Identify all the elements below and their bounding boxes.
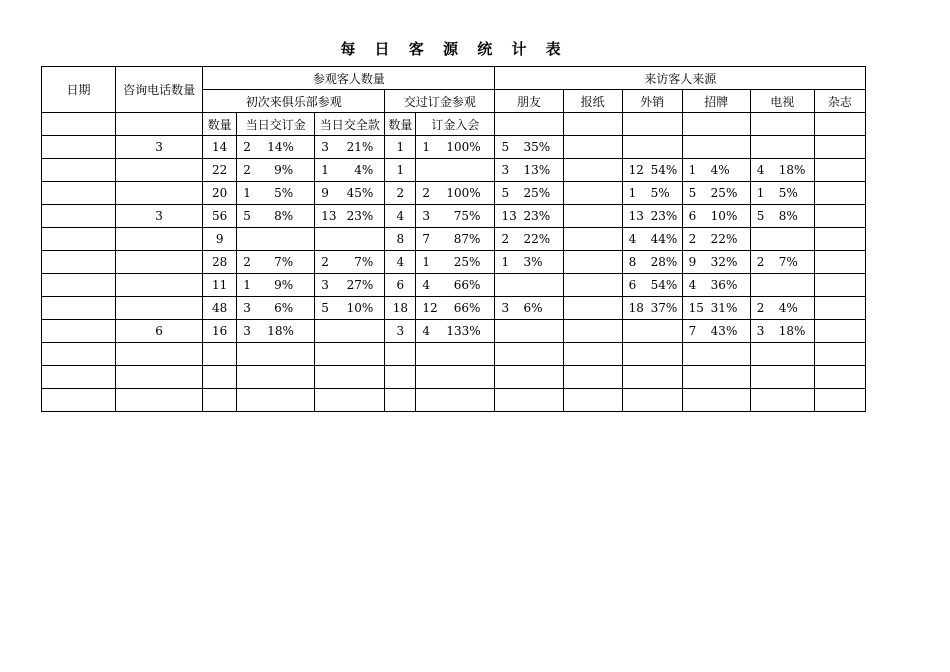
cell-same-day-deposit-percent: 7% bbox=[274, 255, 294, 269]
page-title: 每 日 客 源 统 计 表 bbox=[340, 40, 568, 58]
cell-deposit-join-count: 1 bbox=[422, 140, 430, 154]
table-row bbox=[42, 159, 866, 182]
cell-tv bbox=[750, 389, 814, 412]
cell-magazine bbox=[814, 274, 865, 297]
cell-deposit-count: 2 bbox=[385, 182, 416, 205]
cell-friend-count: 2 bbox=[501, 232, 510, 246]
cell-same-day-full bbox=[315, 343, 385, 366]
cell-same-day-full-percent: 10% bbox=[346, 301, 374, 315]
cell-phone bbox=[116, 274, 203, 297]
cell-friend bbox=[495, 159, 563, 182]
cell-friend bbox=[495, 182, 563, 205]
cell-magazine bbox=[814, 343, 865, 366]
cell-tv-percent: 5% bbox=[778, 186, 798, 200]
cell-signboard bbox=[682, 320, 750, 343]
cell-tv bbox=[750, 136, 814, 159]
table-row bbox=[42, 251, 866, 274]
cell-outreach-percent: 44% bbox=[650, 232, 678, 246]
cell-friend-percent: 22% bbox=[523, 232, 551, 246]
cell-signboard-count: 15 bbox=[688, 301, 704, 315]
cell-deposit-join-percent: 66% bbox=[453, 278, 481, 292]
cell-magazine bbox=[814, 136, 865, 159]
cell-outreach bbox=[622, 228, 682, 251]
cell-deposit-join bbox=[416, 297, 495, 320]
cell-same-day-deposit bbox=[237, 205, 315, 228]
cell-date bbox=[42, 228, 116, 251]
cell-magazine bbox=[814, 320, 865, 343]
cell-deposit-join bbox=[416, 320, 495, 343]
cell-same-day-full bbox=[315, 274, 385, 297]
cell-tv-count: 2 bbox=[756, 255, 765, 269]
cell-friend-percent: 25% bbox=[523, 186, 551, 200]
cell-same-day-deposit-count: 3 bbox=[243, 301, 251, 315]
cell-outreach bbox=[622, 389, 682, 412]
cell-signboard-percent: 31% bbox=[710, 301, 738, 315]
cell-tv-count: 5 bbox=[756, 209, 765, 223]
cell-friend-percent: 6% bbox=[523, 301, 543, 315]
cell-friend-percent: 35% bbox=[523, 140, 551, 154]
cell-tv-count: 3 bbox=[756, 324, 765, 338]
cell-same-day-deposit-percent: 5% bbox=[274, 186, 294, 200]
cell-friend-count: 3 bbox=[501, 163, 510, 177]
cell-date bbox=[42, 320, 116, 343]
header-deposit-visit: 交过订金参观 bbox=[385, 90, 495, 113]
cell-deposit-join bbox=[416, 182, 495, 205]
cell-same-day-full bbox=[315, 159, 385, 182]
cell-signboard bbox=[682, 159, 750, 182]
cell-friend bbox=[495, 136, 563, 159]
cell-signboard-count: 6 bbox=[688, 209, 697, 223]
cell-outreach-count: 8 bbox=[628, 255, 637, 269]
cell-same-day-full-count: 2 bbox=[321, 255, 329, 269]
cell-signboard bbox=[682, 182, 750, 205]
cell-newspaper bbox=[563, 182, 622, 205]
cell-outreach-percent: 23% bbox=[650, 209, 678, 223]
cell-same-day-full bbox=[315, 182, 385, 205]
cell-phone bbox=[116, 343, 203, 366]
cell-same-day-deposit bbox=[237, 297, 315, 320]
cell-newspaper bbox=[563, 205, 622, 228]
table-row bbox=[42, 205, 866, 228]
table-row bbox=[42, 228, 866, 251]
cell-date bbox=[42, 251, 116, 274]
header-empty bbox=[750, 113, 814, 136]
cell-newspaper bbox=[563, 297, 622, 320]
cell-phone: 3 bbox=[116, 136, 203, 159]
cell-phone bbox=[116, 182, 203, 205]
cell-same-day-full bbox=[315, 389, 385, 412]
cell-signboard bbox=[682, 343, 750, 366]
cell-same-day-full-percent: 45% bbox=[346, 186, 374, 200]
cell-tv bbox=[750, 297, 814, 320]
cell-newspaper bbox=[563, 320, 622, 343]
cell-signboard bbox=[682, 297, 750, 320]
cell-outreach-percent: 37% bbox=[650, 301, 678, 315]
table-row bbox=[42, 136, 866, 159]
table-row bbox=[42, 366, 866, 389]
cell-deposit-join-percent: 87% bbox=[453, 232, 481, 246]
cell-magazine bbox=[814, 205, 865, 228]
cell-outreach bbox=[622, 136, 682, 159]
cell-same-day-full bbox=[315, 228, 385, 251]
cell-visit-count bbox=[203, 366, 237, 389]
cell-same-day-full bbox=[315, 251, 385, 274]
cell-outreach bbox=[622, 297, 682, 320]
cell-phone bbox=[116, 228, 203, 251]
cell-phone bbox=[116, 389, 203, 412]
cell-visit-count: 9 bbox=[203, 228, 237, 251]
cell-deposit-join-count: 4 bbox=[422, 278, 430, 292]
cell-same-day-deposit bbox=[237, 274, 315, 297]
cell-outreach bbox=[622, 343, 682, 366]
header-date: 日期 bbox=[42, 67, 116, 113]
cell-tv-count: 2 bbox=[756, 301, 765, 315]
cell-same-day-deposit bbox=[237, 251, 315, 274]
cell-tv bbox=[750, 182, 814, 205]
cell-deposit-join-count: 12 bbox=[422, 301, 438, 315]
header-signboard: 招牌 bbox=[682, 90, 750, 113]
cell-friend-percent: 3% bbox=[523, 255, 543, 269]
cell-deposit-count: 6 bbox=[385, 274, 416, 297]
cell-deposit-join bbox=[416, 136, 495, 159]
cell-magazine bbox=[814, 251, 865, 274]
cell-same-day-deposit-percent: 18% bbox=[267, 324, 294, 338]
cell-friend bbox=[495, 389, 563, 412]
cell-date bbox=[42, 297, 116, 320]
cell-friend bbox=[495, 297, 563, 320]
cell-deposit-join-count: 4 bbox=[422, 324, 430, 338]
cell-same-day-full-count: 3 bbox=[321, 140, 329, 154]
cell-signboard-count: 4 bbox=[688, 278, 697, 292]
cell-outreach-percent: 54% bbox=[650, 163, 678, 177]
cell-signboard bbox=[682, 274, 750, 297]
cell-tv bbox=[750, 251, 814, 274]
cell-same-day-full-percent: 4% bbox=[354, 163, 374, 177]
cell-deposit-count: 8 bbox=[385, 228, 416, 251]
cell-deposit-join-count: 1 bbox=[422, 255, 430, 269]
cell-same-day-deposit-percent: 8% bbox=[274, 209, 294, 223]
cell-friend bbox=[495, 228, 563, 251]
cell-newspaper bbox=[563, 228, 622, 251]
cell-deposit-join-percent: 100% bbox=[446, 186, 481, 200]
cell-same-day-full-count: 9 bbox=[321, 186, 329, 200]
cell-same-day-deposit-count: 2 bbox=[243, 163, 251, 177]
cell-same-day-deposit-percent: 6% bbox=[274, 301, 294, 315]
cell-deposit-count bbox=[385, 389, 416, 412]
cell-deposit-count: 1 bbox=[385, 136, 416, 159]
cell-outreach-count: 1 bbox=[628, 186, 637, 200]
cell-same-day-full bbox=[315, 205, 385, 228]
cell-visit-count: 14 bbox=[203, 136, 237, 159]
cell-friend-count: 1 bbox=[501, 255, 510, 269]
cell-magazine bbox=[814, 182, 865, 205]
cell-signboard-count: 2 bbox=[688, 232, 697, 246]
cell-signboard bbox=[682, 389, 750, 412]
cell-visit-count: 22 bbox=[203, 159, 237, 182]
cell-tv-percent: 18% bbox=[778, 163, 806, 177]
cell-visit-count bbox=[203, 343, 237, 366]
cell-deposit-join-percent: 25% bbox=[453, 255, 481, 269]
cell-outreach-percent: 28% bbox=[650, 255, 678, 269]
header-same-day-deposit: 当日交订金 bbox=[237, 113, 315, 136]
cell-deposit-join bbox=[416, 389, 495, 412]
cell-same-day-deposit-count: 5 bbox=[243, 209, 251, 223]
header-empty bbox=[814, 113, 865, 136]
cell-same-day-full bbox=[315, 297, 385, 320]
header-magazine: 杂志 bbox=[814, 90, 865, 113]
cell-date bbox=[42, 136, 116, 159]
cell-deposit-join-percent: 66% bbox=[453, 301, 481, 315]
cell-same-day-deposit-percent: 14% bbox=[267, 140, 294, 154]
cell-magazine bbox=[814, 366, 865, 389]
cell-tv bbox=[750, 205, 814, 228]
header-empty bbox=[42, 113, 116, 136]
cell-deposit-count: 3 bbox=[385, 320, 416, 343]
cell-date bbox=[42, 274, 116, 297]
daily-customer-stats-table bbox=[41, 66, 866, 412]
cell-deposit-count: 18 bbox=[385, 297, 416, 320]
header-first-visit: 初次来俱乐部参观 bbox=[203, 90, 385, 113]
cell-deposit-join-count: 2 bbox=[422, 186, 430, 200]
cell-newspaper bbox=[563, 343, 622, 366]
cell-same-day-full-percent: 23% bbox=[346, 209, 374, 223]
cell-friend-count: 13 bbox=[501, 209, 517, 223]
cell-tv bbox=[750, 274, 814, 297]
cell-signboard-percent: 10% bbox=[710, 209, 738, 223]
cell-signboard bbox=[682, 205, 750, 228]
cell-same-day-full-count: 13 bbox=[321, 209, 337, 223]
cell-same-day-full-percent: 27% bbox=[346, 278, 374, 292]
cell-friend bbox=[495, 366, 563, 389]
cell-deposit-join-percent: 100% bbox=[446, 140, 481, 154]
cell-signboard-count: 1 bbox=[688, 163, 697, 177]
cell-deposit-join-percent: 133% bbox=[446, 324, 481, 338]
cell-tv-count: 4 bbox=[756, 163, 765, 177]
cell-visit-count bbox=[203, 389, 237, 412]
cell-same-day-deposit bbox=[237, 389, 315, 412]
cell-deposit-count: 1 bbox=[385, 159, 416, 182]
cell-same-day-deposit-count: 1 bbox=[243, 186, 251, 200]
cell-magazine bbox=[814, 389, 865, 412]
cell-same-day-full-count: 1 bbox=[321, 163, 329, 177]
cell-visit-count: 56 bbox=[203, 205, 237, 228]
cell-tv-percent: 18% bbox=[778, 324, 806, 338]
cell-newspaper bbox=[563, 366, 622, 389]
cell-phone: 6 bbox=[116, 320, 203, 343]
cell-signboard-percent: 32% bbox=[710, 255, 738, 269]
cell-deposit-join bbox=[416, 343, 495, 366]
cell-outreach bbox=[622, 251, 682, 274]
cell-tv bbox=[750, 228, 814, 251]
cell-same-day-deposit-count: 2 bbox=[243, 140, 251, 154]
header-visitor-source: 来访客人来源 bbox=[495, 67, 866, 90]
cell-friend bbox=[495, 274, 563, 297]
cell-same-day-full bbox=[315, 136, 385, 159]
cell-visit-count: 20 bbox=[203, 182, 237, 205]
cell-deposit-join bbox=[416, 366, 495, 389]
cell-phone bbox=[116, 366, 203, 389]
cell-tv bbox=[750, 159, 814, 182]
cell-visit-count: 48 bbox=[203, 297, 237, 320]
cell-deposit-count: 4 bbox=[385, 251, 416, 274]
cell-deposit-join bbox=[416, 205, 495, 228]
cell-date bbox=[42, 205, 116, 228]
cell-outreach bbox=[622, 320, 682, 343]
header-count-2: 数量 bbox=[385, 113, 416, 136]
cell-deposit-join bbox=[416, 251, 495, 274]
cell-magazine bbox=[814, 159, 865, 182]
cell-deposit-join-percent: 75% bbox=[453, 209, 481, 223]
cell-newspaper bbox=[563, 159, 622, 182]
cell-phone bbox=[116, 159, 203, 182]
cell-friend-count: 3 bbox=[501, 301, 510, 315]
cell-tv bbox=[750, 366, 814, 389]
cell-same-day-deposit bbox=[237, 228, 315, 251]
cell-same-day-full-count: 5 bbox=[321, 301, 329, 315]
cell-date bbox=[42, 389, 116, 412]
cell-same-day-deposit-count: 1 bbox=[243, 278, 251, 292]
header-friend: 朋友 bbox=[495, 90, 563, 113]
cell-outreach bbox=[622, 274, 682, 297]
cell-friend-count: 5 bbox=[501, 140, 510, 154]
cell-newspaper bbox=[563, 389, 622, 412]
cell-outreach-count: 13 bbox=[628, 209, 644, 223]
cell-outreach-percent: 54% bbox=[650, 278, 678, 292]
cell-date bbox=[42, 366, 116, 389]
header-phone-inquiries: 咨询电话数量 bbox=[116, 67, 203, 113]
table-row bbox=[42, 297, 866, 320]
cell-magazine bbox=[814, 228, 865, 251]
cell-same-day-deposit bbox=[237, 366, 315, 389]
cell-date bbox=[42, 182, 116, 205]
cell-same-day-full-count: 3 bbox=[321, 278, 329, 292]
cell-deposit-count: 4 bbox=[385, 205, 416, 228]
cell-visit-count: 28 bbox=[203, 251, 237, 274]
cell-outreach-count: 6 bbox=[628, 278, 637, 292]
cell-friend bbox=[495, 343, 563, 366]
cell-magazine bbox=[814, 297, 865, 320]
cell-visit-count: 11 bbox=[203, 274, 237, 297]
cell-outreach bbox=[622, 159, 682, 182]
cell-tv bbox=[750, 343, 814, 366]
cell-outreach-count: 18 bbox=[628, 301, 644, 315]
cell-deposit-join bbox=[416, 274, 495, 297]
cell-same-day-deposit bbox=[237, 182, 315, 205]
cell-friend-percent: 13% bbox=[523, 163, 551, 177]
cell-signboard-count: 7 bbox=[688, 324, 697, 338]
cell-same-day-deposit bbox=[237, 343, 315, 366]
cell-signboard-count: 5 bbox=[688, 186, 697, 200]
table-row bbox=[42, 320, 866, 343]
cell-signboard bbox=[682, 251, 750, 274]
header-empty bbox=[563, 113, 622, 136]
cell-signboard bbox=[682, 136, 750, 159]
cell-date bbox=[42, 159, 116, 182]
cell-outreach-count: 12 bbox=[628, 163, 644, 177]
cell-outreach bbox=[622, 182, 682, 205]
table-row bbox=[42, 389, 866, 412]
cell-tv bbox=[750, 320, 814, 343]
cell-phone: 3 bbox=[116, 205, 203, 228]
cell-visit-count: 16 bbox=[203, 320, 237, 343]
cell-newspaper bbox=[563, 136, 622, 159]
cell-date bbox=[42, 343, 116, 366]
cell-tv-percent: 7% bbox=[778, 255, 798, 269]
cell-phone bbox=[116, 251, 203, 274]
cell-deposit-join bbox=[416, 228, 495, 251]
header-deposit-join: 订金入会 bbox=[416, 113, 495, 136]
header-empty bbox=[116, 113, 203, 136]
cell-same-day-deposit bbox=[237, 159, 315, 182]
cell-signboard-percent: 43% bbox=[710, 324, 738, 338]
cell-tv-count: 1 bbox=[756, 186, 765, 200]
table-row bbox=[42, 274, 866, 297]
cell-friend-count: 5 bbox=[501, 186, 510, 200]
cell-outreach bbox=[622, 205, 682, 228]
cell-deposit-join-count: 7 bbox=[422, 232, 430, 246]
cell-same-day-full-percent: 21% bbox=[346, 140, 374, 154]
cell-outreach-count: 4 bbox=[628, 232, 637, 246]
header-empty bbox=[495, 113, 563, 136]
cell-same-day-full bbox=[315, 320, 385, 343]
cell-signboard-percent: 22% bbox=[710, 232, 738, 246]
cell-deposit-count bbox=[385, 343, 416, 366]
table-row bbox=[42, 182, 866, 205]
header-count: 数量 bbox=[203, 113, 237, 136]
header-tv: 电视 bbox=[750, 90, 814, 113]
header-visitor-count: 参观客人数量 bbox=[203, 67, 495, 90]
header-newspaper: 报纸 bbox=[563, 90, 622, 113]
cell-same-day-deposit-percent: 9% bbox=[274, 278, 294, 292]
cell-same-day-deposit-count: 3 bbox=[243, 324, 251, 338]
cell-friend bbox=[495, 320, 563, 343]
cell-same-day-deposit-percent: 9% bbox=[274, 163, 294, 177]
header-empty bbox=[682, 113, 750, 136]
cell-signboard-percent: 36% bbox=[710, 278, 738, 292]
cell-newspaper bbox=[563, 274, 622, 297]
cell-outreach bbox=[622, 366, 682, 389]
cell-outreach-percent: 5% bbox=[650, 186, 670, 200]
cell-friend-percent: 23% bbox=[523, 209, 551, 223]
table-row bbox=[42, 343, 866, 366]
cell-friend bbox=[495, 205, 563, 228]
cell-signboard-count: 9 bbox=[688, 255, 697, 269]
cell-same-day-full bbox=[315, 366, 385, 389]
cell-friend bbox=[495, 251, 563, 274]
cell-tv-percent: 4% bbox=[778, 301, 798, 315]
cell-deposit-join-count: 3 bbox=[422, 209, 430, 223]
cell-signboard bbox=[682, 366, 750, 389]
cell-newspaper bbox=[563, 251, 622, 274]
cell-signboard-percent: 25% bbox=[710, 186, 738, 200]
cell-same-day-deposit bbox=[237, 320, 315, 343]
header-same-day-full: 当日交全款 bbox=[315, 113, 385, 136]
cell-signboard-percent: 4% bbox=[710, 163, 730, 177]
cell-tv-percent: 8% bbox=[778, 209, 798, 223]
header-outreach: 外销 bbox=[622, 90, 682, 113]
header-empty bbox=[622, 113, 682, 136]
cell-phone bbox=[116, 297, 203, 320]
cell-same-day-deposit-count: 2 bbox=[243, 255, 251, 269]
cell-deposit-count bbox=[385, 366, 416, 389]
cell-same-day-deposit bbox=[237, 136, 315, 159]
cell-signboard bbox=[682, 228, 750, 251]
cell-same-day-full-percent: 7% bbox=[354, 255, 374, 269]
cell-deposit-join bbox=[416, 159, 495, 182]
